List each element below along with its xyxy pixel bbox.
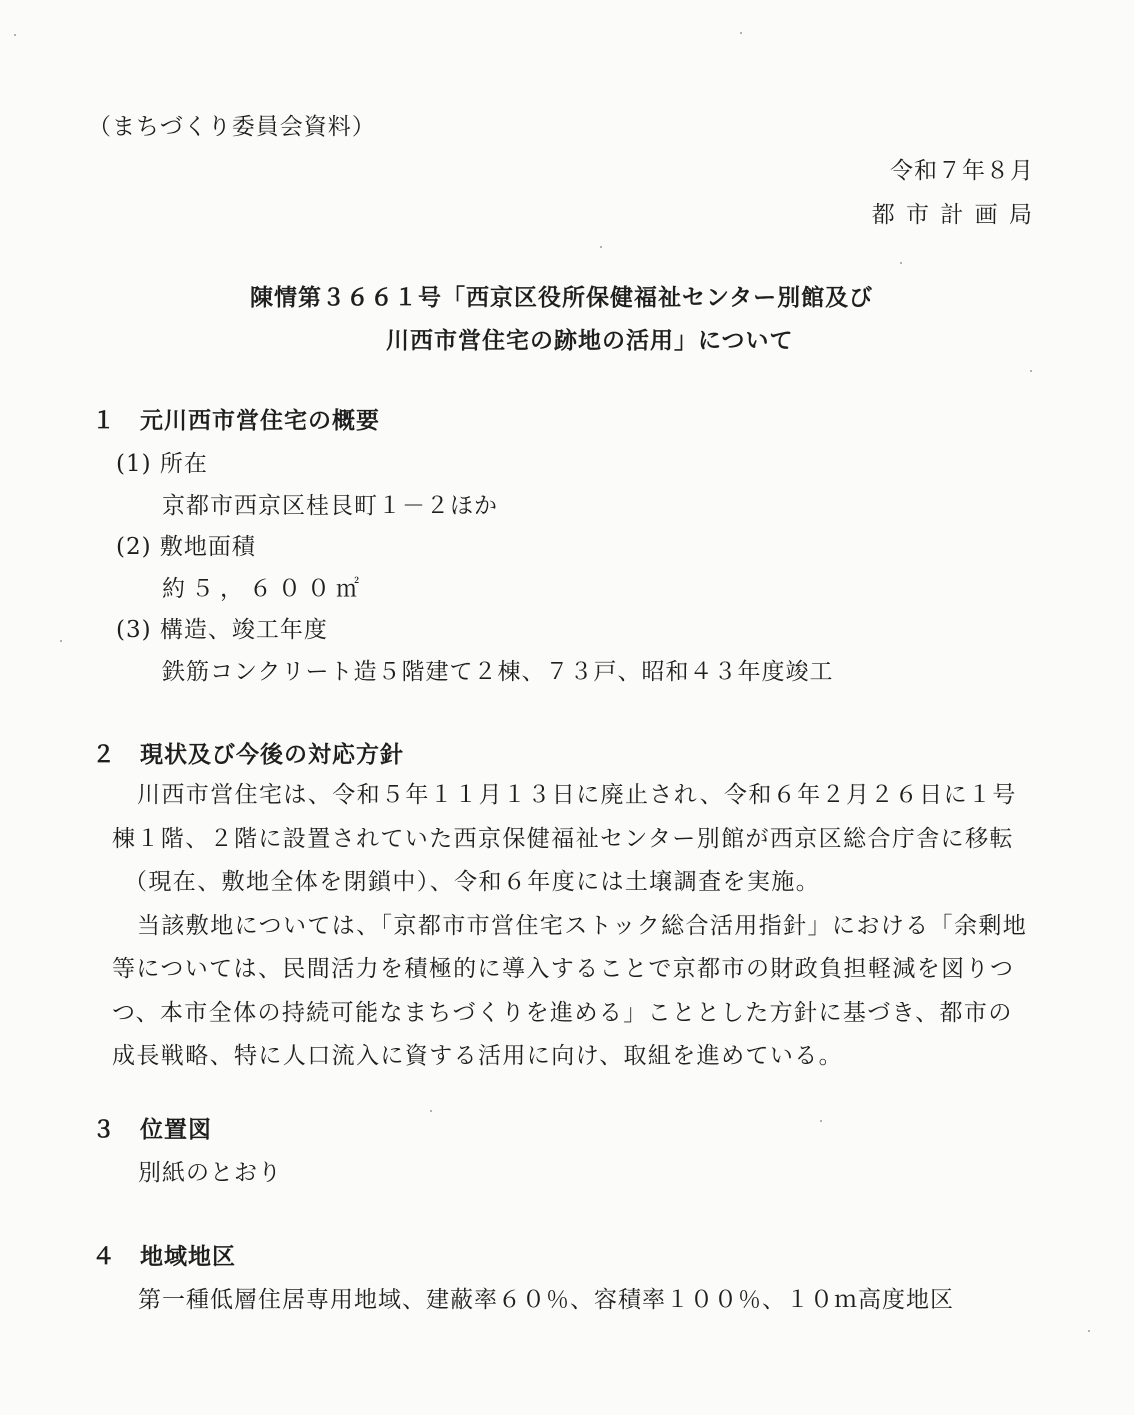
para-2-line-2: 等については、民間活力を積極的に導入することで京都市の財政負担軽減を図りつ: [112, 956, 1015, 982]
item-3-value: 鉄筋コンクリート造５階建て２棟、７３戸、昭和４３年度竣工: [162, 659, 834, 685]
section-2-body: [112, 774, 1042, 1079]
scan-speck: [820, 1120, 822, 1122]
document-date: 令和７年８月: [890, 158, 1034, 184]
para-2-line-4: 成長戦略、特に人口流入に資する活用に向け、取組を進めている。: [112, 1043, 844, 1069]
section-2-heading: ２ 現状及び今後の対応方針: [92, 742, 404, 768]
scan-speck: [900, 262, 902, 264]
item-3-label: (3) 構造、竣工年度: [116, 617, 328, 643]
section-3-heading: ３ 位置図: [92, 1117, 212, 1143]
scan-speck: [1030, 370, 1032, 372]
section-4-heading: ４ 地域地区: [92, 1244, 236, 1270]
para-1-line-2: 棟１階、２階に設置されていた西京保健福祉センター別館が西京区総合庁舎に移転: [112, 825, 1014, 852]
scan-speck: [60, 640, 62, 642]
para-1-line-3: （現在、敷地全体を閉鎖中）、令和６年度には土壌調査を実施。: [124, 869, 821, 895]
para-1-line-1: 川西市営住宅は、令和５年１１月１３日に廃止され、令和６年２月２６日に１号: [137, 782, 1017, 808]
item-2-value: 約５，６００㎡: [162, 576, 365, 602]
item-1-label: (1) 所在: [116, 451, 208, 477]
scan-speck: [600, 246, 602, 248]
item-2-label: (2) 敷地面積: [116, 534, 256, 560]
scan-speck: [430, 1110, 432, 1112]
issuing-bureau: 都 市 計 画 局: [871, 202, 1034, 228]
title-line-2: 川西市営住宅の跡地の活用」について: [386, 328, 794, 354]
section-4-body: 第一種低層住居専用地域、建蔽率６０％、容積率１００％、１０ｍ高度地区: [138, 1287, 954, 1313]
item-1-value: 京都市西京区桂艮町１－２ほか: [162, 493, 498, 519]
scan-speck: [1088, 1330, 1090, 1332]
para-2-line-1: 当該敷地については、「京都市市営住宅ストック総合活用指針」における「余剰地: [137, 912, 1028, 939]
scan-speck: [740, 32, 742, 34]
scan-speck: [14, 34, 16, 36]
title-line-1: 陳情第３６６１号「西京区役所保健福祉センター別館及び: [250, 285, 874, 311]
section-3-body: 別紙のとおり: [138, 1160, 282, 1186]
committee-label: （まちづくり委員会資料）: [88, 114, 376, 140]
section-1-heading: １ 元川西市営住宅の概要: [92, 408, 380, 434]
para-2-line-3: つ、本市全体の持続可能なまちづくりを進める」こととした方針に基づき、都市の: [112, 999, 1013, 1026]
